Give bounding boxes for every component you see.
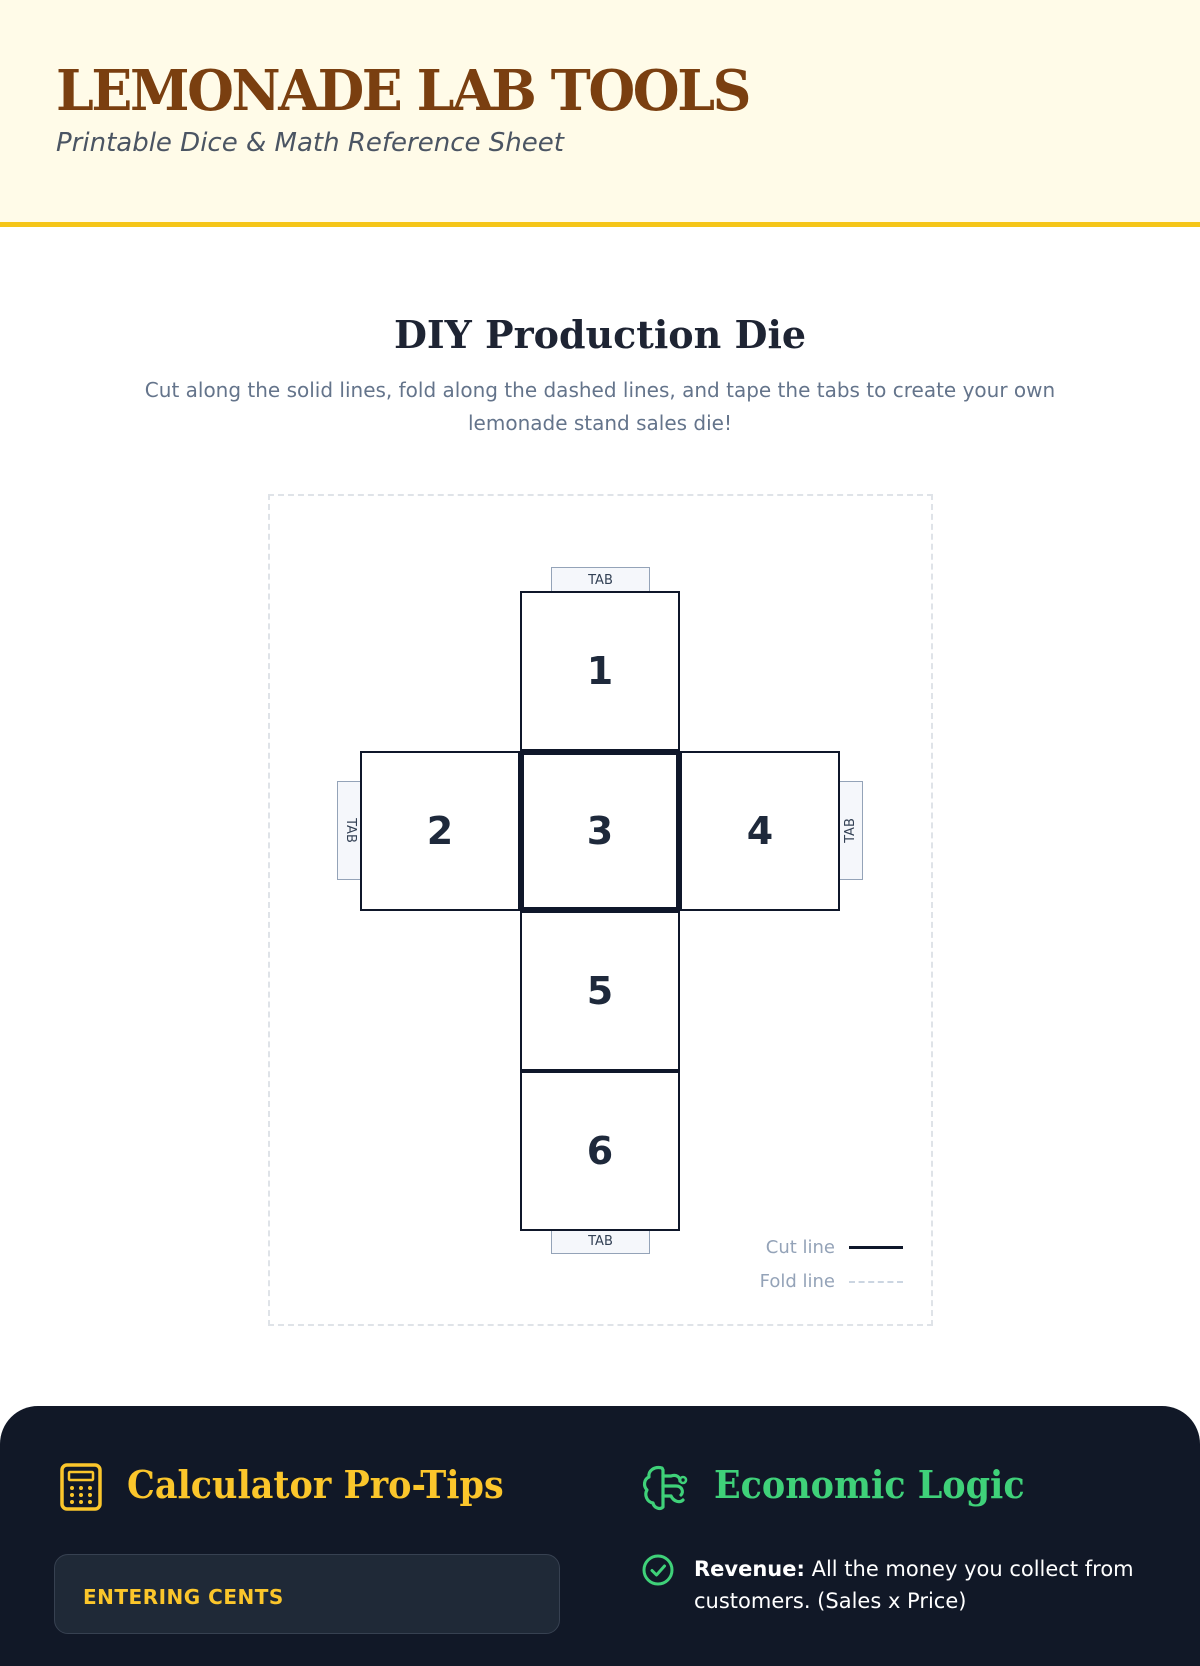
tab-label: TAB [588,573,613,588]
logic-definition: All the money you collect from customers. (Sales x Price) [694,1557,1134,1613]
die-face-2: 2 [360,751,520,911]
die-tab-bottom [551,1228,650,1254]
die-section-title: DIY Production Die [393,312,807,357]
cut-line-swatch [849,1246,903,1249]
tip-card-heading: ENTERING CENTS [83,1585,284,1609]
die-section-description: Cut along the solid lines, fold along the dashed lines, and tape the tabs to create your own lemonade stand sales die! [144,378,1056,435]
logic-term: Revenue: [694,1557,805,1581]
brand-title: LEMONADE LAB TOOLS [56,58,750,124]
economic-logic-title: Economic Logic [714,1462,1025,1507]
legend-cut-line [740,1237,903,1258]
page-header [0,0,1200,227]
check-circle-icon [641,1553,675,1587]
logic-item-revenue [694,1553,1164,1617]
calculator-icon [58,1462,104,1512]
die-face-1: 1 [520,591,680,751]
fold-line-swatch [849,1281,903,1283]
tab-label: TAB [588,1233,613,1249]
die-face-6: 6 [520,1071,680,1231]
tab-label: TAB [342,818,358,843]
die-tab-top [551,567,650,594]
die-face-4: 4 [680,751,840,911]
page-subtitle: Printable Dice & Math Reference Sheet [56,128,564,158]
tip-card-entering-cents [54,1554,560,1634]
die-tab-right [837,781,863,880]
legend-fold-line [740,1271,903,1292]
die-face-3: 3 [520,751,680,911]
legend-cut-label: Cut line [765,1237,835,1258]
die-face-5: 5 [520,911,680,1071]
brain-icon [640,1462,690,1512]
legend-fold-label: Fold line [759,1271,835,1292]
tab-label: TAB [842,818,858,843]
calculator-tips-title: Calculator Pro-Tips [127,1462,504,1507]
